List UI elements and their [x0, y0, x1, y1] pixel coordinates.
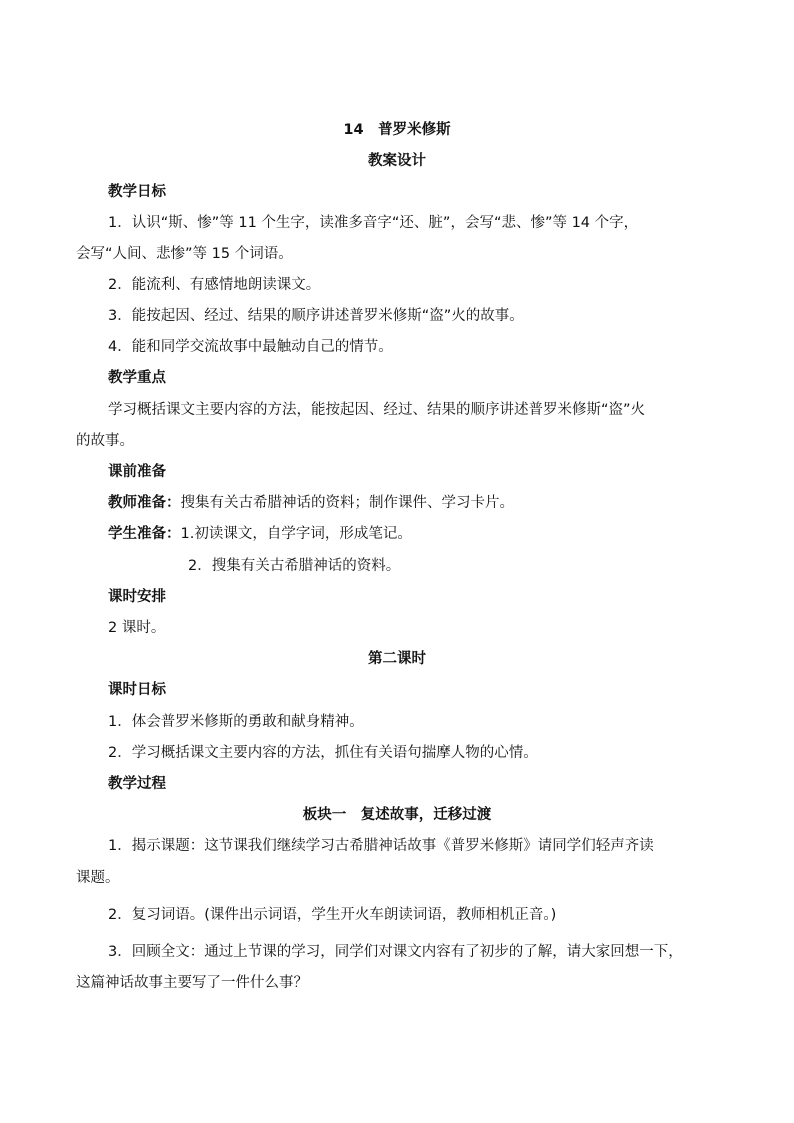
- lesson-objectives-heading: 课时日标: [108, 682, 166, 698]
- objectives-heading: 教学日标: [108, 184, 166, 200]
- process-step-3-cont: 这篇神话故事主要写了一件什么事？: [76, 975, 308, 991]
- lesson2-heading: 第二课时: [368, 651, 426, 667]
- schedule-text: 2 课时。: [108, 620, 166, 636]
- focus-line-1: 学习概括课文主要内容的方法，能按起因、经过、结果的顺序讲述普罗米修斯“盗”火: [108, 402, 646, 418]
- objective-4: 4．能和同学交流故事中最触动自己的情节。: [108, 339, 393, 355]
- student-prep-2: 2．搜集有关古希腊神话的资料。: [188, 558, 401, 574]
- section1-heading: 板块一 复述故事，迁移过渡: [302, 807, 492, 823]
- objective-1-cont: 会写“人间、悲惨”等 15 个词语。: [76, 246, 293, 262]
- focus-line-2: 的故事。: [76, 433, 134, 449]
- objective-2: 2．能流利、有感情地朗读课文。: [108, 277, 321, 293]
- focus-heading: 教学重点: [108, 370, 166, 386]
- student-prep-label: 学生准备：: [108, 526, 181, 542]
- teacher-prep: [108, 494, 514, 512]
- lesson-subtitle: 教案设计: [368, 153, 426, 169]
- process-step-3: 3．回顾全文：通过上节课的学习，同学们对课文内容有了初步的了解，请大家回想一下，: [108, 944, 683, 960]
- process-step-1: 1．揭示课题：这节课我们继续学习古希腊神话故事《普罗米修斯》请同学们轻声齐读: [108, 838, 654, 854]
- lesson-objective-2: 2．学习概括课文主要内容的方法，抓住有关语句揣摩人物的心情。: [108, 745, 538, 761]
- lesson-objective-1: 1．体会普罗米修斯的勇敢和献身精神。: [108, 714, 364, 730]
- schedule-heading: 课时安排: [108, 589, 166, 605]
- process-heading: 教学过程: [108, 776, 166, 792]
- teacher-prep-label: 教师准备：: [108, 495, 181, 511]
- student-prep: [108, 525, 412, 543]
- process-step-1-cont: 课题。: [76, 870, 120, 886]
- student-prep-1: 1.初读课文，自学字词，形成笔记。: [180, 526, 412, 542]
- prep-heading: 课前准备: [108, 464, 166, 480]
- objective-3: 3．能按起因、经过、结果的顺序讲述普罗米修斯“盗”火的故事。: [108, 308, 524, 324]
- objective-1: 1．认识“斯、惨”等 11 个生字，读准多音字“还、脏”，会写“悲、惨”等 14 个字，: [108, 215, 639, 231]
- lesson-title: 14 普罗米修斯: [343, 122, 451, 138]
- process-step-2: 2．复习词语。(课件出示词语，学生开火车朗读词语，教师相机正音。): [108, 907, 557, 923]
- teacher-prep-text: 搜集有关古希腊神话的资料；制作课件、学习卡片。: [180, 495, 514, 511]
